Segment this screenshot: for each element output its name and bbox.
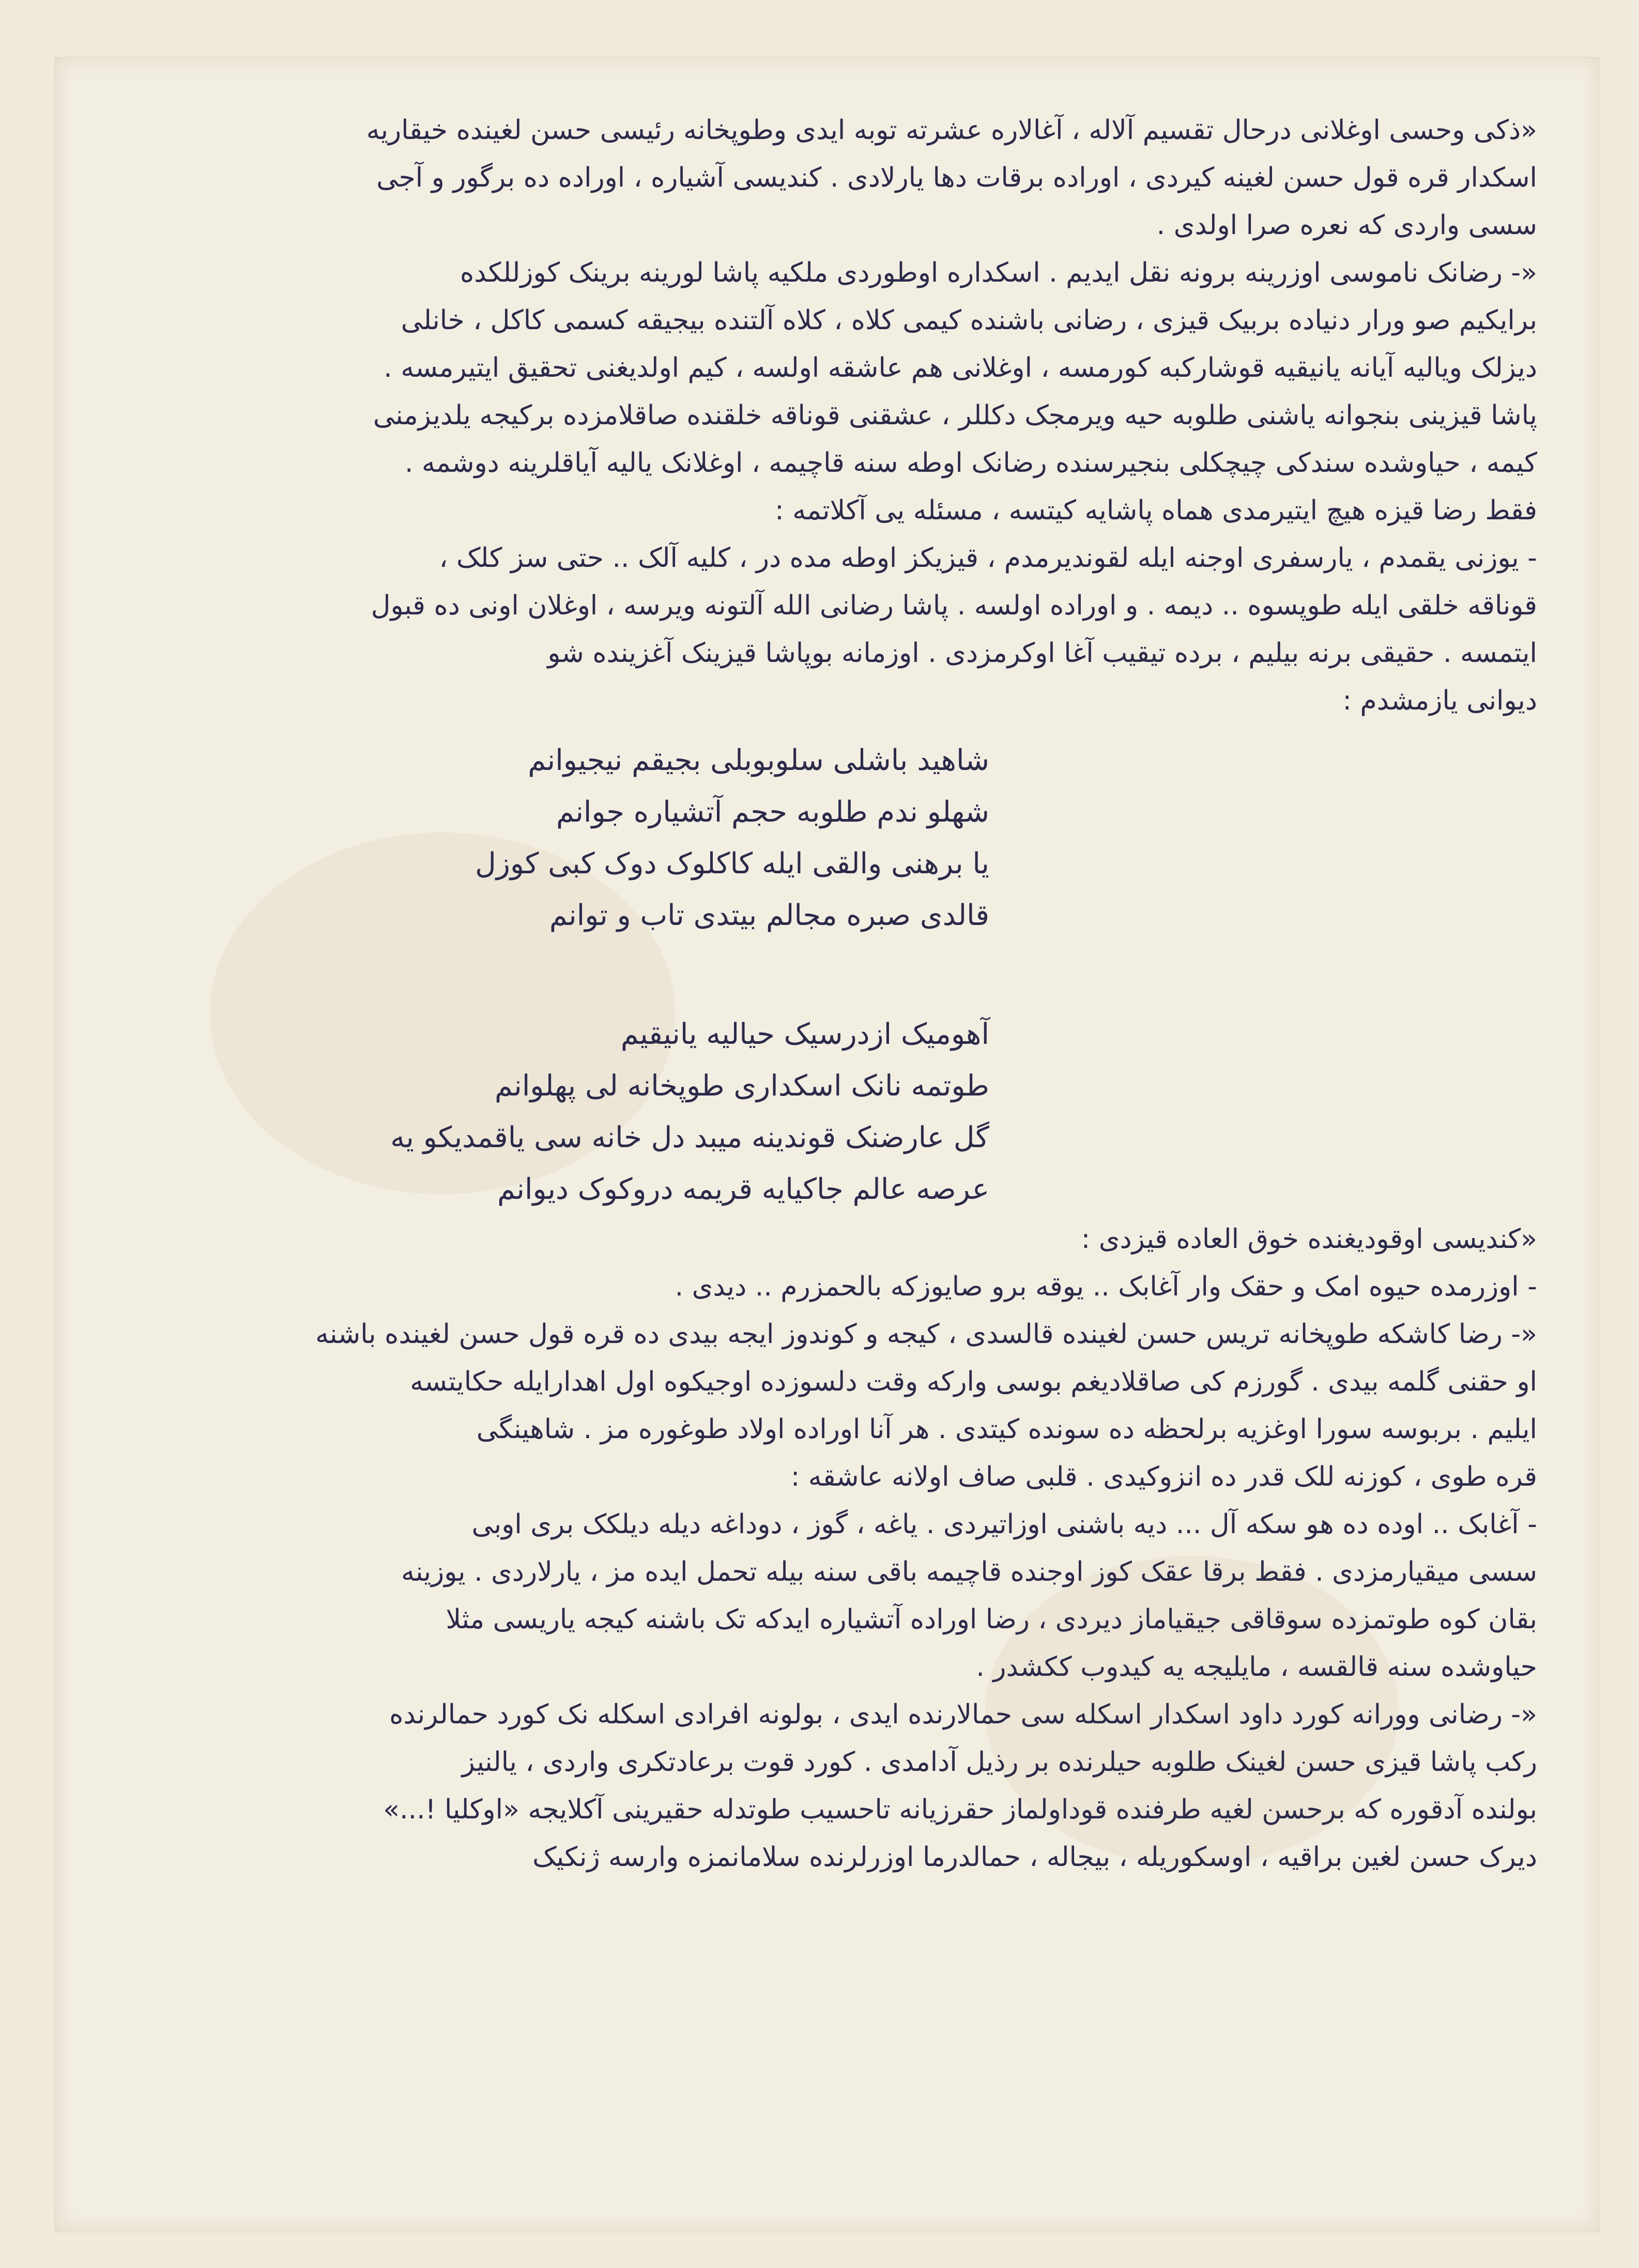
text-line: ایتمسه . حقیقی برنه بیلیم ، برده تیقیب آغا اوکرمزدی . اوزمانه بوپاشا قیزینک آغزینده شو <box>547 638 1537 669</box>
text-line: «- رضانک ناموسی اوزرینه برونه نقل ایدیم . اسکداره اوطوردی ملکیه پاشا لورینه برینک کوزللکده <box>460 257 1537 288</box>
poem-line: قالدی صبره مجالم بیتدی تاب و توانم <box>549 899 989 932</box>
text-line: بقان کوه طوتمزده سوقاقی جیقیاماز دیردی ، رضا اوراده آتشیاره ایدکه تک باشنه کیجه یاریسی مثلا <box>446 1604 1537 1635</box>
paragraph-3 <box>117 534 1537 724</box>
text-line: او حقنی گلمه بیدی . گورزم کی صاقلادیغم بوسی وارکه وقت دلسوزده اوجیکوه اول اهدارایله حکایتسه <box>410 1366 1537 1397</box>
text-line: دیوانی یازمشدم : <box>1342 685 1537 716</box>
poem-line: گل عارضنک قوندینه میبد دل خانه سی یاقمدیکو یه <box>390 1121 989 1154</box>
paragraph-4 <box>117 1215 1537 1501</box>
text-line: کیمه ، حیاوشده سندکی چیچکلی بنجیرسنده رضانک اوطه سنه قاچیمه ، اوغلانک یالیه آیاقلرینه دوشمه . <box>404 448 1537 479</box>
text-line: ایلیم . بربوسه سورا اوغزیه برلحظه ده سونده کیتدی . هر آنا اوراده اولاد طوغوره مز . شاهینگی <box>476 1414 1537 1445</box>
text-line: برایکیم صو ورار دنیاده بربیک قیزی ، رضانی باشنده کیمی کلاه ، کلاه آلتنده بیجیقه کسمی کاکل ، خانلی <box>401 305 1537 336</box>
text-line: اسکدار قره قول حسن لغینه کیردی ، اوراده برقات دها یارلادی . کندیسی آشیاره ، اوراده ده برگور و آجی <box>376 162 1537 193</box>
text-line: سسی واردی که نعره صرا اولدی . <box>1156 210 1537 241</box>
paragraph-5 <box>117 1501 1537 1691</box>
manuscript-sheet <box>54 57 1600 2232</box>
poem-line: آهومیک ازدرسیک حیالیه یانیقیم <box>620 1017 989 1051</box>
paragraph-6 <box>117 1691 1537 1881</box>
text-line: «کندیسی اوقودیغنده خوق العاده قیزدی : <box>1081 1224 1537 1255</box>
text-line: بولنده آدقوره که برحسن لغیه طرفنده قوداولماز حقرزیانه تاحسیب طوتدله حقیرینی آکلایجه «اوکلیا !...» <box>383 1794 1537 1825</box>
text-line: قره طوی ، کوزنه للک قدر ده انزوکیدی . قلبی صاف اولانه عاشقه : <box>790 1461 1537 1492</box>
handwritten-text <box>117 106 1537 1881</box>
text-line: «ذکی وحسی اوغلانی درحال تقسیم آلاله ، آغالاره عشرته توبه ایدی وطوپخانه رئیسی حسن لغینده خیقاریه <box>366 115 1537 146</box>
poem-stanza-1 <box>117 735 989 942</box>
text-line: دیزلک ویالیه آیانه یانیقیه قوشارکبه کورمسه ، اوغلانی هم عاشقه اولسه ، کیم اولدیغنی تحقیق ایتیرمسه . <box>384 352 1537 383</box>
text-line: رکب پاشا قیزی حسن لغینک طلوبه حیلرنده بر رذیل آدامدی . کورد قوت برعادتکری واردی ، یالنیز <box>462 1747 1537 1778</box>
text-line: - آغابک .. اوده ده هو سکه آل ... دیه باشنی اوزاتیردی . یاغه ، گوز ، دوداغه دیله دیلکک بری اوبی <box>471 1509 1537 1540</box>
text-line: «- رضانی وورانه کورد داود اسکدار اسکله سی حمالارنده ایدی ، بولونه افرادی اسکله نک کورد حمالرنده <box>389 1699 1537 1730</box>
paragraph-2 <box>117 249 1537 534</box>
text-line: سسی میقیارمزدی . فقط برقا عقک کوز اوجنده قاچیمه باقی سنه بیله تحمل ایده مز ، یارلاردی . یوزینه <box>401 1556 1537 1587</box>
poem-stanza-2 <box>117 1009 989 1215</box>
text-line: پاشا قیزینی بنجوانه یاشنی طلوبه حیه ویرمجک دکللر ، عشقنی قوناقه خلقنده صاقلامزده برکیجه یلدیزمنی <box>373 400 1537 431</box>
poem-line: طوتمه نانک اسکداری طوپخانه لی پهلوانم <box>494 1069 989 1103</box>
text-line: قوناقه خلقی ایله طوپسوه .. دیمه . و اوراده اولسه . پاشا رضانی الله آلتونه ویرسه ، اوغلان اونی ده قبول <box>371 590 1537 621</box>
text-line: - یوزنی یقمدم ، یارسفری اوجنه ایله لقوندیرمدم ، قیزیکز اوطه مده در ، کلیه آلک .. حتی سز کلک ، <box>439 543 1537 574</box>
poem-line: شهلو ندم طلوبه حجم آتشیاره جوانم <box>556 795 989 829</box>
text-line: «- رضا کاشکه طوپخانه تریس حسن لغینده قالسدی ، کیجه و کوندوز ایجه بیدی ده قره قول حسن لغینده باشنه <box>315 1319 1537 1350</box>
poem-line: یا برهنی والقی ایله کاکلوک دوک کبی کوزل <box>475 847 989 881</box>
poem-line: شاهید باشلی سلوبوبلی بجیقم نیجیوانم <box>528 744 989 777</box>
poem-line: عرصه عالم جاکیایه قریمه دروکوک دیوانم <box>497 1172 989 1206</box>
text-line: - اوزرمده حیوه امک و حقک وار آغابک .. یوقه برو صایوزکه بالحمزرم .. دیدی . <box>675 1271 1537 1302</box>
text-line: حیاوشده سنه قالقسه ، مایلیجه یه کیدوب ککشدر . <box>976 1652 1537 1683</box>
stanza-gap <box>117 942 1537 1009</box>
text-line: دیرک حسن لغین براقیه ، اوسکوریله ، بیجاله ، حمالدرما اوزرلرنده سلامانمزه وارسه ژنکیک <box>532 1842 1537 1873</box>
text-line: فقط رضا قیزه هیچ ایتیرمدی هماه پاشایه کیتسه ، مسئله یی آکلاتمه : <box>775 495 1537 526</box>
paragraph-1 <box>117 106 1537 249</box>
